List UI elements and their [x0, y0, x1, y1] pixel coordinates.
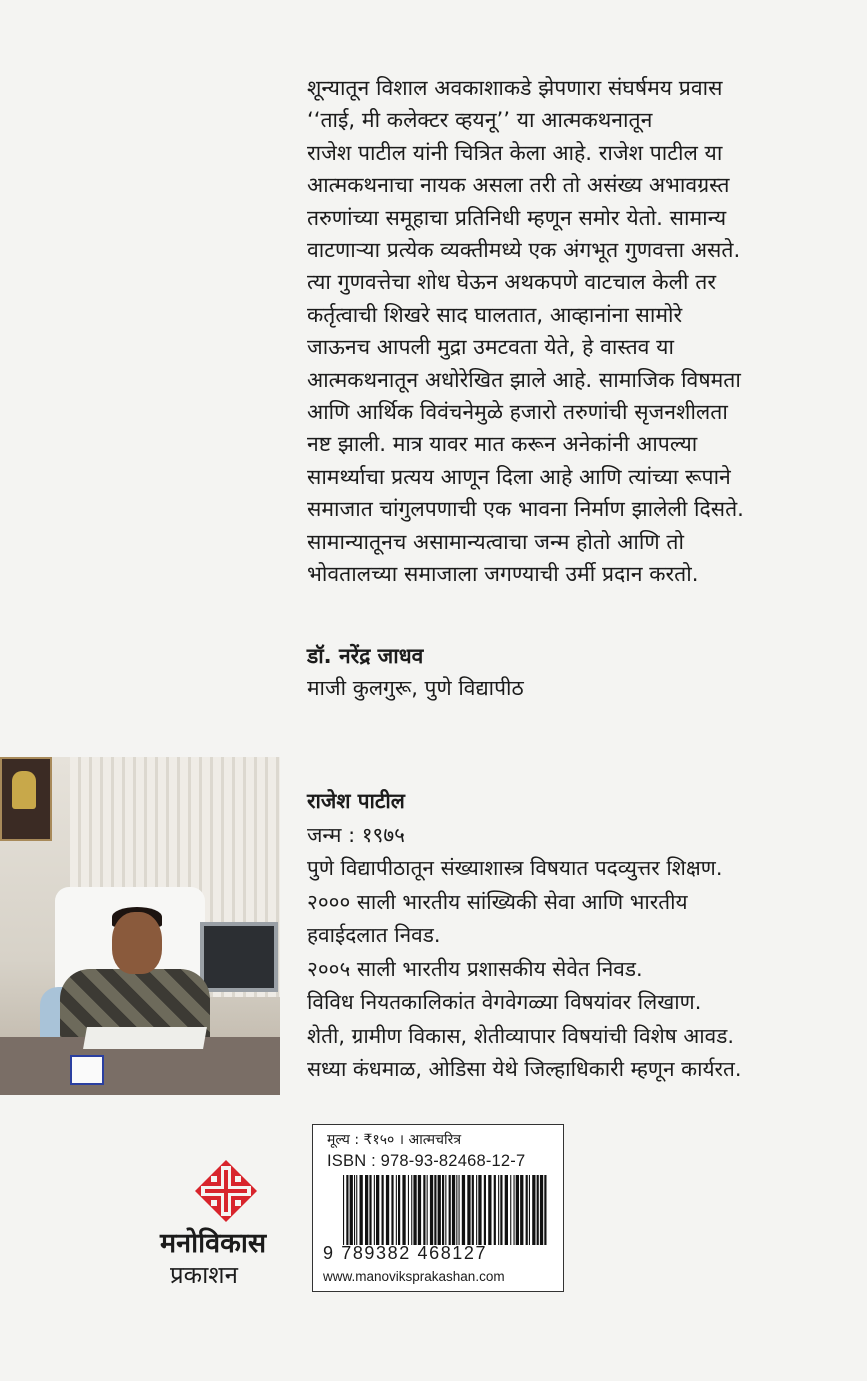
barcode-bar [498, 1175, 499, 1245]
photo-desk-cube [70, 1055, 104, 1085]
publisher-name: मनोविकास [160, 1228, 267, 1259]
barcode-bar [484, 1175, 486, 1245]
barcode-bar [505, 1175, 508, 1245]
barcode-bar [354, 1175, 355, 1245]
blurb-line: ‘‘ताई, मी कलेक्टर व्हयनू’’ या आत्मकथनातून [307, 107, 653, 133]
barcode-bar [500, 1175, 502, 1245]
barcode-bar [442, 1175, 444, 1245]
barcode-bar [365, 1175, 368, 1245]
barcode-bar [382, 1175, 384, 1245]
bio-line: हवाईदलात निवड. [307, 923, 441, 947]
barcode-bar [386, 1175, 389, 1245]
barcode-bar [452, 1175, 455, 1245]
barcode-digits: 9 789382 468127 [323, 1243, 488, 1263]
blurb-paragraph [307, 72, 852, 591]
barcode-bar [438, 1175, 441, 1245]
price-label: मूल्य : ₹१५० । आत्मचरित्र [327, 1132, 462, 1148]
barcode-bar [526, 1175, 528, 1245]
author-photo [0, 757, 280, 1095]
blurb-line: आणि आर्थिक विवंचनेमुळे हजारो तरुणांची सृजनशीलता [307, 399, 728, 425]
bio-line: २००० साली भारतीय सांख्यिकी सेवा आणि भारतीय [307, 889, 688, 914]
barcode-bar [514, 1175, 515, 1245]
barcode-bar [396, 1175, 397, 1245]
barcode-bar [398, 1175, 400, 1245]
blurb-line: राजेश पाटील यांनी चित्रित केला आहे. राजेश पाटील या [307, 139, 723, 165]
barcode-bar [520, 1175, 523, 1245]
barcode-bar [529, 1175, 530, 1245]
barcode-bar [391, 1175, 393, 1245]
barcode-bar [360, 1175, 363, 1245]
author-name: राजेश पाटील [307, 789, 405, 813]
blurb-line: जाऊनच आपली मुद्रा उमटवता येते, हे वास्तव या [307, 334, 674, 360]
blurb-line: त्या गुणवत्तेचा शोध घेऊन अथकपणे वाटचाल केली तर [307, 269, 716, 295]
barcode-bar [449, 1175, 451, 1245]
publisher-sub: प्रकाशन [170, 1261, 238, 1289]
barcode-bar [456, 1175, 457, 1245]
barcode-bar [459, 1175, 460, 1245]
barcode-bar [467, 1175, 470, 1245]
blurb-line: भोवतालच्या समाजाला जगण्याची उर्मी प्रदान करतो. [307, 561, 699, 587]
blurb-line: नष्ट झाली. मात्र यावर मात करून अनेकांनी आपल्या [307, 431, 698, 457]
barcode-bar [356, 1175, 357, 1245]
blurb-line: कर्तृत्वाची शिखरे साद घालतात, आव्हानांना सामोरे [307, 301, 683, 327]
barcode-bar [532, 1175, 535, 1245]
barcode-bar [374, 1175, 375, 1245]
barcode-bar [346, 1175, 348, 1245]
endorser-signature [307, 640, 524, 704]
barcode-bar [472, 1175, 474, 1245]
bio-line: शेती, ग्रामीण विकास, शेतीव्यापार विषयांची विशेष आवड. [307, 1023, 734, 1048]
blurb-line: तरुणांच्या समूहाचा प्रतिनिधी म्हणून समोर येतो. सामान्य [307, 204, 727, 230]
photo-emblem-panel [0, 757, 52, 841]
blurb-line: सामर्थ्याचा प्रत्यय आणून दिला आहे आणि त्यांच्या रूपाने [307, 463, 731, 489]
barcode-bar [540, 1175, 543, 1245]
author-bio [307, 785, 857, 1087]
bio-line: विविध नियतकालिकांत वेगवेगळ्या विषयांवर लिखाण. [307, 990, 702, 1014]
barcode-bar [427, 1175, 428, 1245]
barcode-bar [478, 1175, 481, 1245]
blurb-line: समाजात चांगुलपणाची एक भावना निर्माण झालेली दिसते. [307, 496, 744, 522]
barcode-bar [544, 1175, 546, 1245]
photo-head [112, 912, 162, 974]
barcode-bars [343, 1175, 548, 1245]
blurb-line: सामान्यातूनच असामान्यत्वाचा जन्म होतो आणि तो [307, 528, 684, 554]
blurb-line: वाटणाऱ्या प्रत्येक व्यक्तीमध्ये एक अंगभूत गुणवत्ता असते. [307, 237, 741, 263]
barcode-bar [488, 1175, 491, 1245]
barcode-bar [516, 1175, 519, 1245]
barcode-bar [376, 1175, 379, 1245]
barcode-bar [423, 1175, 425, 1245]
publisher-mark-icon [195, 1160, 257, 1222]
barcode-bar [343, 1175, 344, 1245]
barcode-bar [402, 1175, 405, 1245]
barcode-bar [430, 1175, 433, 1245]
barcode-bar [350, 1175, 353, 1245]
barcode-bar [476, 1175, 477, 1245]
publisher-logo [160, 1160, 290, 1300]
bio-line: सध्या कंधमाळ, ओडिसा येथे जिल्हाधिकारी म्हणून कार्यरत. [307, 1057, 742, 1081]
barcode-bar [408, 1175, 409, 1245]
bio-line: २००५ साली भारतीय प्रशासकीय सेवेत निवड. [307, 956, 643, 981]
publisher-url: www.manoviksprakashan.com [323, 1269, 505, 1284]
barcode-bar [510, 1175, 511, 1245]
barcode-box [312, 1124, 564, 1292]
monitor-icon [200, 922, 278, 992]
national-emblem-icon [12, 771, 36, 809]
blurb-line: आत्मकथनाचा नायक असला तरी तो असंख्य अभावग्रस्त [307, 172, 730, 198]
barcode-bar [369, 1175, 371, 1245]
blurb-line: आत्मकथनातून अधोरेखित झाले आहे. सामाजिक विषमता [307, 366, 741, 392]
barcode-bar [411, 1175, 412, 1245]
bio-line: जन्म : १९७५ [307, 822, 405, 847]
barcode-bar [462, 1175, 465, 1245]
barcode-bar [494, 1175, 496, 1245]
barcode-bar [537, 1175, 539, 1245]
endorser-role: माजी कुलगुरू, पुणे विद्यापीठ [307, 676, 524, 700]
endorser-name: डॉ. नरेंद्र जाधव [307, 644, 424, 668]
barcode-bar [445, 1175, 446, 1245]
isbn-label: ISBN : 978-93-82468-12-7 [327, 1152, 526, 1170]
photo-papers [83, 1027, 207, 1049]
bio-line: पुणे विद्यापीठातून संख्याशास्त्र विषयात पदव्युत्तर शिक्षण. [307, 856, 723, 880]
blurb-line: शून्यातून विशाल अवकाशाकडे झेपणारा संघर्षमय प्रवास [307, 75, 723, 100]
barcode-bar [434, 1175, 436, 1245]
barcode-bar [418, 1175, 421, 1245]
barcode-bar [413, 1175, 416, 1245]
